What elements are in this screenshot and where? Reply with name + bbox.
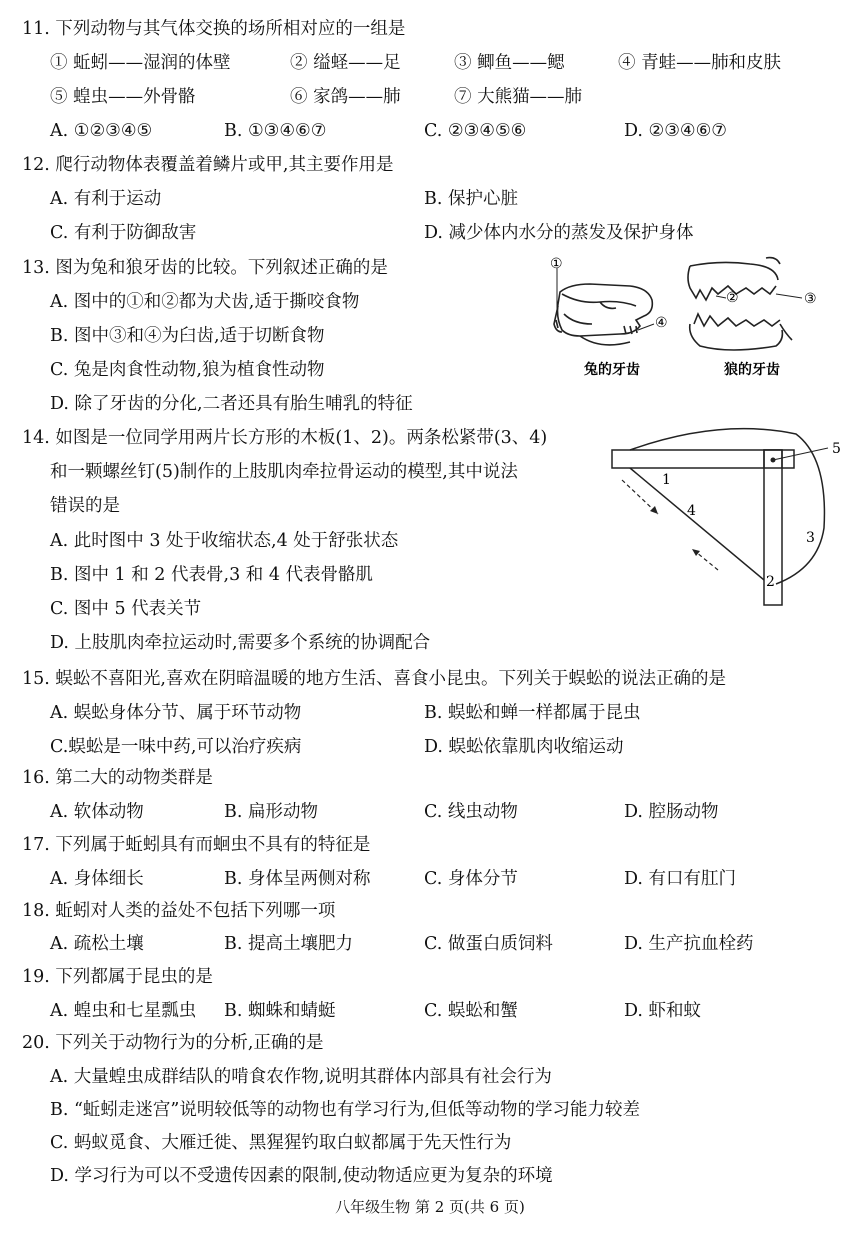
q20-option-d[interactable]: D. 学习行为可以不受遗传因素的限制,使动物适应更为复杂的环境 bbox=[50, 1166, 553, 1186]
q19-option-a[interactable]: A. 蝗虫和七星瓢虫 bbox=[50, 1001, 197, 1021]
q11-item: ⑦ 大熊猫——肺 bbox=[454, 87, 583, 107]
q17-option-d[interactable]: D. 有口有肛门 bbox=[624, 869, 737, 889]
q12-option-a[interactable]: A. 有利于运动 bbox=[50, 189, 162, 209]
q11-item: ⑥ 家鸽——肺 bbox=[290, 87, 401, 107]
label-1: 1 bbox=[662, 472, 671, 488]
q11-item: ③ 鲫鱼——鳃 bbox=[454, 53, 565, 73]
q14-option-d[interactable]: D. 上肢肌肉牵拉运动时,需要多个系统的协调配合 bbox=[50, 633, 431, 653]
q18-option-c[interactable]: C. 做蛋白质饲料 bbox=[424, 934, 553, 954]
q11-stem: 11. 下列动物与其气体交换的场所相对应的一组是 bbox=[22, 19, 406, 39]
q20-option-a[interactable]: A. 大量蝗虫成群结队的啃食农作物,说明其群体内部具有社会行为 bbox=[50, 1067, 552, 1087]
q11-option-d[interactable]: D. ②③④⑥⑦ bbox=[624, 121, 727, 141]
q18-stem: 18. 蚯蚓对人类的益处不包括下列哪一项 bbox=[22, 901, 336, 921]
q17-option-b[interactable]: B. 身体呈两侧对称 bbox=[224, 869, 371, 889]
q11-item: ④ 青蛙——肺和皮肤 bbox=[618, 53, 782, 73]
q16-option-b[interactable]: B. 扁形动物 bbox=[224, 802, 318, 822]
q16-option-c[interactable]: C. 线虫动物 bbox=[424, 802, 518, 822]
q19-stem: 19. 下列都属于昆虫的是 bbox=[22, 967, 213, 987]
q13-option-d[interactable]: D. 除了牙齿的分化,二者还具有胎生哺乳的特征 bbox=[50, 394, 413, 414]
q11-item: ① 蚯蚓——湿润的体壁 bbox=[50, 53, 231, 73]
q15-option-b[interactable]: B. 蜈蚣和蝉一样都属于昆虫 bbox=[424, 703, 641, 723]
q13-option-c[interactable]: C. 兔是肉食性动物,狼为植食性动物 bbox=[50, 360, 325, 380]
q13-option-b[interactable]: B. 图中③和④为臼齿,适于切断食物 bbox=[50, 326, 325, 346]
page-footer: 八年级生物 第 2 页(共 6 页) bbox=[335, 1198, 525, 1216]
q18-option-a[interactable]: A. 疏松土壤 bbox=[50, 934, 144, 954]
figure-mark-4: ④ bbox=[655, 315, 668, 331]
q20-stem: 20. 下列关于动物行为的分析,正确的是 bbox=[22, 1033, 324, 1053]
q18-option-d[interactable]: D. 生产抗血栓药 bbox=[624, 934, 754, 954]
q15-option-a[interactable]: A. 蜈蚣身体分节、属于环节动物 bbox=[50, 703, 302, 723]
q14-stem-line: 和一颗螺丝钉(5)制作的上肢肌肉牵拉骨运动的模型,其中说法 bbox=[50, 462, 518, 482]
label-5: 5 bbox=[832, 441, 841, 457]
q11-item: ⑤ 蝗虫——外骨骼 bbox=[50, 87, 196, 107]
q12-option-b[interactable]: B. 保护心脏 bbox=[424, 189, 518, 209]
q17-option-c[interactable]: C. 身体分节 bbox=[424, 869, 518, 889]
rabbit-skull-drawing bbox=[554, 284, 652, 345]
q13-option-a[interactable]: A. 图中的①和②都为犬齿,适于撕咬食物 bbox=[50, 292, 360, 312]
q16-option-d[interactable]: D. 腔肠动物 bbox=[624, 802, 719, 822]
q12-stem: 12. 爬行动物体表覆盖着鳞片或甲,其主要作用是 bbox=[22, 155, 394, 175]
elastic-band-4 bbox=[630, 468, 764, 580]
arm-model-figure bbox=[600, 418, 850, 610]
teeth-figure bbox=[540, 254, 840, 386]
q11-option-c[interactable]: C. ②③④⑤⑥ bbox=[424, 121, 527, 141]
q16-option-a[interactable]: A. 软体动物 bbox=[50, 802, 144, 822]
q17-option-a[interactable]: A. 身体细长 bbox=[50, 869, 144, 889]
q15-option-c[interactable]: C.蜈蚣是一味中药,可以治疗疾病 bbox=[50, 737, 302, 757]
rabbit-teeth-caption: 兔的牙齿 bbox=[584, 362, 640, 378]
label-4: 4 bbox=[687, 503, 696, 519]
q19-option-c[interactable]: C. 蜈蚣和蟹 bbox=[424, 1001, 518, 1021]
q19-option-b[interactable]: B. 蜘蛛和蜻蜓 bbox=[224, 1001, 336, 1021]
q15-stem: 15. 蜈蚣不喜阳光,喜欢在阴暗温暖的地方生活、喜食小昆虫。下列关于蜈蚣的说法正确的是 bbox=[22, 669, 726, 689]
q13-stem: 13. 图为兔和狼牙齿的比较。下列叙述正确的是 bbox=[22, 258, 388, 278]
wolf-teeth-caption: 狼的牙齿 bbox=[724, 362, 780, 378]
figure-mark-1: ① bbox=[550, 256, 563, 272]
q20-option-b[interactable]: B. “蚯蚓走迷宫”说明较低等的动物也有学习行为,但低等动物的学习能力较差 bbox=[50, 1100, 640, 1120]
q14-option-b[interactable]: B. 图中 1 和 2 代表骨,3 和 4 代表骨骼肌 bbox=[50, 565, 374, 585]
label-2: 2 bbox=[766, 574, 775, 590]
q15-option-d[interactable]: D. 蜈蚣依靠肌肉收缩运动 bbox=[424, 737, 624, 757]
q20-option-c[interactable]: C. 蚂蚁觅食、大雁迁徙、黑猩猩钓取白蚁都属于先天性行为 bbox=[50, 1133, 512, 1153]
q14-stem-line: 14. 如图是一位同学用两片长方形的木板(1、2)。两条松紧带(3、4) bbox=[22, 428, 548, 448]
label-3: 3 bbox=[806, 530, 815, 546]
q14-stem-line: 错误的是 bbox=[50, 496, 120, 516]
q14-option-c[interactable]: C. 图中 5 代表关节 bbox=[50, 599, 202, 619]
q14-option-a[interactable]: A. 此时图中 3 处于收缩状态,4 处于舒张状态 bbox=[50, 531, 399, 551]
q12-option-d[interactable]: D. 减少体内水分的蒸发及保护身体 bbox=[424, 223, 694, 243]
q16-stem: 16. 第二大的动物类群是 bbox=[22, 768, 213, 788]
q12-option-c[interactable]: C. 有利于防御敌害 bbox=[50, 223, 197, 243]
q19-option-d[interactable]: D. 虾和蚊 bbox=[624, 1001, 702, 1021]
q11-item: ② 缢蛏——足 bbox=[290, 53, 401, 73]
q18-option-b[interactable]: B. 提高土壤肥力 bbox=[224, 934, 353, 954]
wolf-skull-drawing bbox=[688, 258, 792, 350]
figure-mark-3: ③ bbox=[804, 291, 817, 307]
figure-mark-2: ② bbox=[726, 290, 739, 306]
q17-stem: 17. 下列属于蚯蚓具有而蛔虫不具有的特征是 bbox=[22, 835, 371, 855]
q11-option-b[interactable]: B. ①③④⑥⑦ bbox=[224, 121, 327, 141]
q11-option-a[interactable]: A. ①②③④⑤ bbox=[50, 121, 153, 141]
